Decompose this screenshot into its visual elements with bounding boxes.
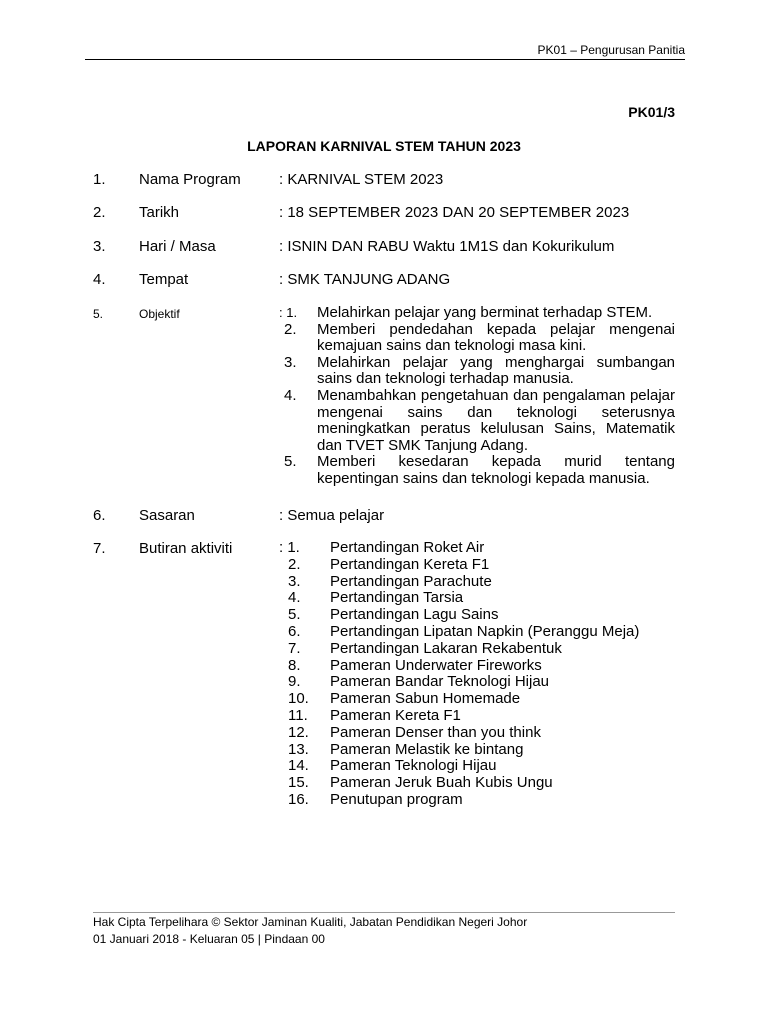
- activity-number: 3.: [288, 572, 301, 590]
- activity-text: Pameran Denser than you think: [330, 723, 541, 741]
- activity-text: Pertandingan Lakaran Rekabentuk: [330, 639, 562, 657]
- activity-text: Pertandingan Kereta F1: [330, 555, 490, 573]
- objective-number: 2.: [284, 320, 297, 338]
- activity-item: [279, 590, 639, 607]
- field-number: 1.: [93, 171, 106, 188]
- objective-text: Memberi kesedaran kepada murid tentang kepentingan sains dan teknologi kepada manusia.: [317, 453, 675, 487]
- activity-number: 2.: [288, 555, 301, 573]
- field-number: 4.: [93, 271, 106, 288]
- field-label: Hari / Masa: [139, 238, 216, 255]
- footer-copyright: Hak Cipta Terpelihara © Sektor Jaminan Kualiti, Jabatan Pendidikan Negeri Johor: [93, 915, 528, 929]
- activity-item: [279, 574, 639, 591]
- activity-item: [279, 708, 639, 725]
- activity-number: 11.: [288, 706, 308, 724]
- footer-revision: 01 Januari 2018 - Keluaran 05 | Pindaan 00: [93, 932, 325, 946]
- activity-number: 14.: [288, 757, 309, 775]
- activity-item: [279, 674, 639, 691]
- field-value: : ISNIN DAN RABU Waktu 1M1S dan Kokurikulum: [279, 238, 615, 255]
- field-number: 5.: [93, 307, 104, 321]
- objective-text: Memberi pendedahan kepada pelajar mengenai kemajuan sains dan teknologi masa kini.: [317, 320, 675, 355]
- field-label: Sasaran: [139, 507, 195, 524]
- field-value: : Semua pelajar: [279, 507, 385, 524]
- activity-number: 10.: [288, 690, 309, 708]
- activity-number: 7.: [288, 639, 301, 657]
- activity-item: [279, 792, 639, 809]
- field-label: Butiran aktiviti: [139, 540, 233, 557]
- field-value: : KARNIVAL STEM 2023: [279, 171, 444, 188]
- activity-number: 16.: [288, 790, 309, 808]
- activity-item: [279, 540, 639, 557]
- activity-number: 13.: [288, 740, 309, 758]
- activity-text: Penutupan program: [330, 790, 463, 808]
- objective-number: 4.: [284, 386, 297, 404]
- report-title: LAPORAN KARNIVAL STEM TAHUN 2023: [247, 138, 521, 154]
- activity-number: : 1.: [279, 539, 300, 556]
- activity-item: [279, 758, 639, 775]
- objective-item: [279, 305, 675, 322]
- activity-item: [279, 658, 639, 675]
- field-label: Objektif: [139, 307, 180, 321]
- activity-text: Pameran Underwater Fireworks: [330, 656, 542, 674]
- activity-number: 12.: [288, 723, 309, 741]
- footer-divider: [93, 912, 675, 913]
- activity-item: [279, 742, 639, 759]
- activity-number: 6.: [288, 622, 301, 640]
- activity-text: Pertandingan Roket Air: [330, 539, 485, 556]
- objective-list: [279, 305, 675, 488]
- activity-item: [279, 691, 639, 708]
- objective-item: [279, 388, 675, 454]
- objective-item: [279, 355, 675, 388]
- objective-item: [279, 454, 675, 487]
- activity-number: 9.: [288, 673, 301, 691]
- activity-list: [279, 540, 639, 809]
- activity-text: Pertandingan Lagu Sains: [330, 606, 499, 624]
- objective-number: 5.: [284, 453, 297, 471]
- field-number: 2.: [93, 204, 106, 221]
- objective-number: : 1.: [279, 305, 298, 320]
- field-label: Tempat: [139, 271, 189, 288]
- field-label: Tarikh: [139, 204, 180, 221]
- activity-item: [279, 775, 639, 792]
- activity-number: 15.: [288, 774, 309, 792]
- activity-text: Pertandingan Tarsia: [330, 589, 464, 607]
- objective-text: Melahirkan pelajar yang menghargai sumbangan sains dan teknologi terhadap manusia.: [317, 353, 675, 388]
- field-number: 6.: [93, 507, 106, 524]
- activity-text: Pameran Teknologi Hijau: [330, 757, 497, 775]
- activity-text: Pameran Melastik ke bintang: [330, 740, 524, 758]
- activity-item: [279, 607, 639, 624]
- objective-text: Menambahkan pengetahuan dan pengalaman pelajar mengenai sains dan teknologi seterusnya meningkatkan peratus kelulusan Sains, Matematik dan TVET SMK Tanjung Adang.: [317, 386, 675, 454]
- activity-text: Pameran Jeruk Buah Kubis Ungu: [330, 774, 553, 792]
- header-divider: [85, 59, 685, 60]
- activity-text: Pameran Kereta F1: [330, 706, 461, 724]
- field-label: Nama Program: [139, 171, 241, 188]
- objective-item: [279, 322, 675, 355]
- objective-number: 3.: [284, 353, 297, 371]
- activity-text: Pameran Sabun Homemade: [330, 690, 521, 708]
- activity-text: Pertandingan Lipatan Napkin (Peranggu Meja): [330, 622, 640, 640]
- field-value: : 18 SEPTEMBER 2023 DAN 20 SEPTEMBER 2023: [279, 204, 630, 221]
- objective-text: Melahirkan pelajar yang berminat terhadap STEM.: [317, 304, 653, 321]
- activity-number: 8.: [288, 656, 301, 674]
- activity-item: [279, 557, 639, 574]
- activity-number: 4.: [288, 589, 301, 607]
- activity-number: 5.: [288, 606, 301, 624]
- activity-item: [279, 641, 639, 658]
- activity-text: Pameran Bandar Teknologi Hijau: [330, 673, 550, 691]
- activity-text: Pertandingan Parachute: [330, 572, 492, 590]
- activity-item: [279, 725, 639, 742]
- page-header: PK01 – Pengurusan Panitia: [537, 43, 685, 57]
- activity-item: [279, 624, 639, 641]
- field-value: : SMK TANJUNG ADANG: [279, 271, 451, 288]
- field-number: 3.: [93, 238, 106, 255]
- field-number: 7.: [93, 540, 106, 557]
- document-code: PK01/3: [628, 104, 675, 120]
